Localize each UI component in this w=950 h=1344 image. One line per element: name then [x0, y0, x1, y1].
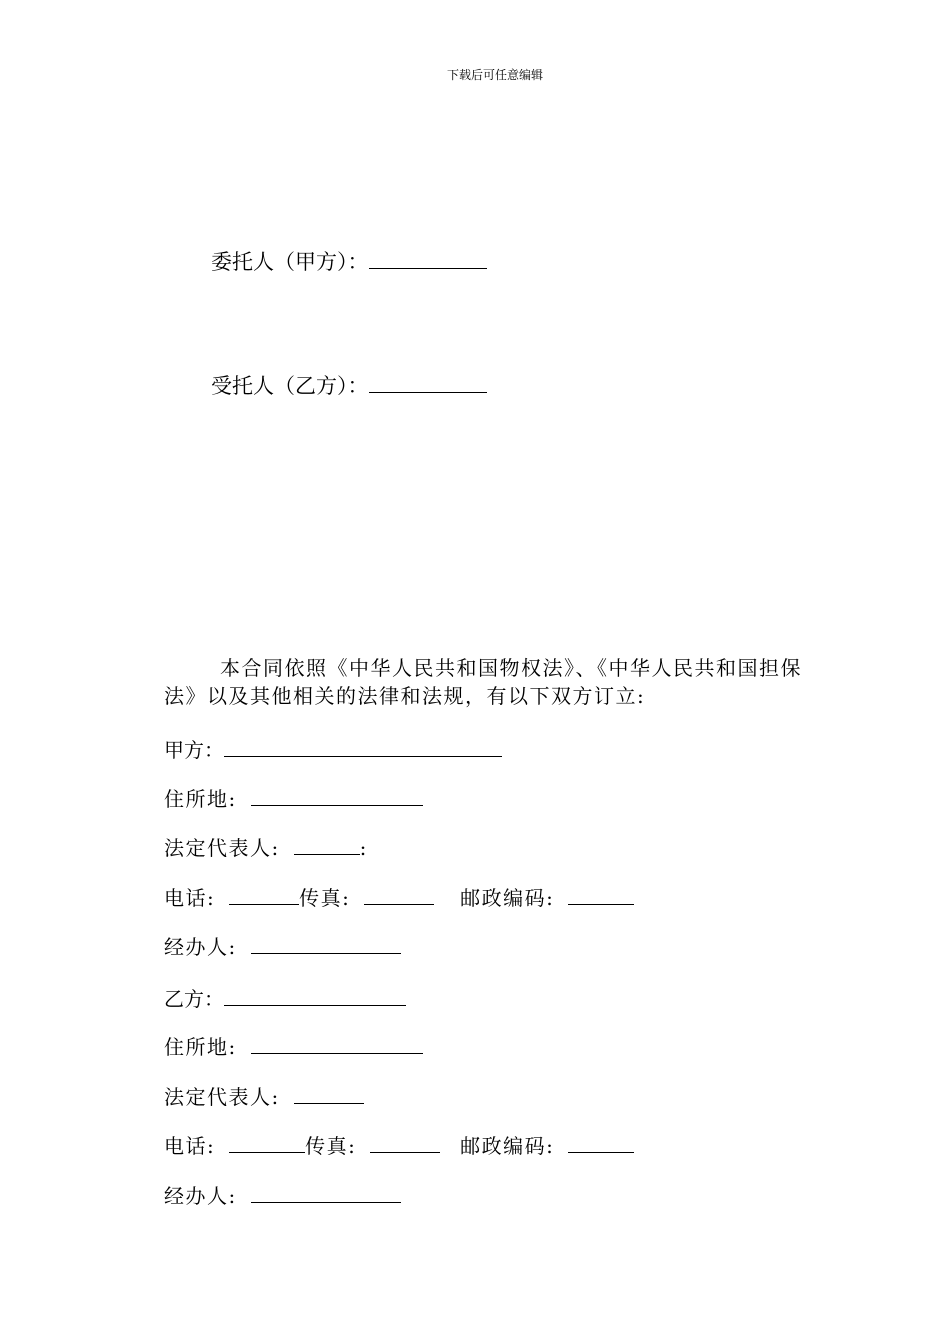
party-a-postal-label: 邮政编码:: [460, 886, 555, 910]
party-a-address-blank[interactable]: [251, 787, 423, 806]
party-a-handler-line: [164, 931, 401, 960]
party-b-rep-label: 法定代表人:: [164, 1085, 280, 1109]
party-b-phone-blank[interactable]: [229, 1134, 305, 1153]
party-b-line: [164, 983, 406, 1012]
party-a-rep-label: 法定代表人:: [164, 836, 280, 860]
party-b-contact-line: [164, 1130, 634, 1159]
party-b-handler-blank[interactable]: [251, 1184, 401, 1203]
party-b-handler-line: [164, 1180, 401, 1209]
party-b-postal-blank[interactable]: [568, 1134, 634, 1153]
party-a-fax-blank[interactable]: [364, 886, 434, 905]
agent-blank[interactable]: [369, 374, 487, 393]
party-a-contact-line: [164, 882, 634, 911]
page-header: 下载后可任意编辑: [446, 68, 543, 82]
party-a-line: [164, 734, 502, 763]
party-b-postal-label: 邮政编码:: [460, 1134, 555, 1158]
party-b-phone-label: 电话:: [164, 1134, 216, 1158]
party-a-rep-blank[interactable]: [294, 836, 360, 855]
party-b-rep-line: [164, 1081, 364, 1110]
agent-line: [211, 370, 487, 400]
party-b-address-blank[interactable]: [251, 1035, 423, 1054]
party-b-rep-blank[interactable]: [294, 1085, 364, 1104]
party-a-phone-label: 电话:: [164, 886, 216, 910]
party-b-blank[interactable]: [224, 987, 406, 1006]
party-a-address-line: [164, 783, 423, 812]
party-a-blank[interactable]: [224, 738, 502, 757]
party-b-address-label: 住所地:: [164, 1035, 237, 1059]
party-a-fax-label: 传真:: [299, 886, 351, 910]
party-b-address-line: [164, 1031, 423, 1060]
agent-label: 受托人（乙方）：: [211, 374, 369, 398]
party-b-fax-label: 传真:: [305, 1134, 357, 1158]
intro-paragraph: 本合同依照《中华人民共和国物权法》、《中华人民共和国担保法》以及其他相关的法律和法规，有以下双方订立:: [164, 656, 802, 708]
party-a-label: 甲方：: [164, 738, 224, 762]
party-a-phone-blank[interactable]: [229, 886, 299, 905]
party-a-postal-blank[interactable]: [568, 886, 634, 905]
party-a-handler-label: 经办人:: [164, 935, 237, 959]
principal-line: [211, 246, 487, 276]
party-b-fax-blank[interactable]: [370, 1134, 440, 1153]
party-b-label: 乙方：: [164, 987, 224, 1011]
party-a-address-label: 住所地:: [164, 787, 237, 811]
party-a-handler-blank[interactable]: [251, 935, 401, 954]
principal-label: 委托人（甲方）：: [211, 250, 369, 274]
principal-blank[interactable]: [369, 250, 487, 269]
party-a-rep-suffix: :: [359, 836, 368, 860]
party-b-handler-label: 经办人:: [164, 1184, 237, 1208]
party-a-rep-line: [164, 832, 368, 861]
